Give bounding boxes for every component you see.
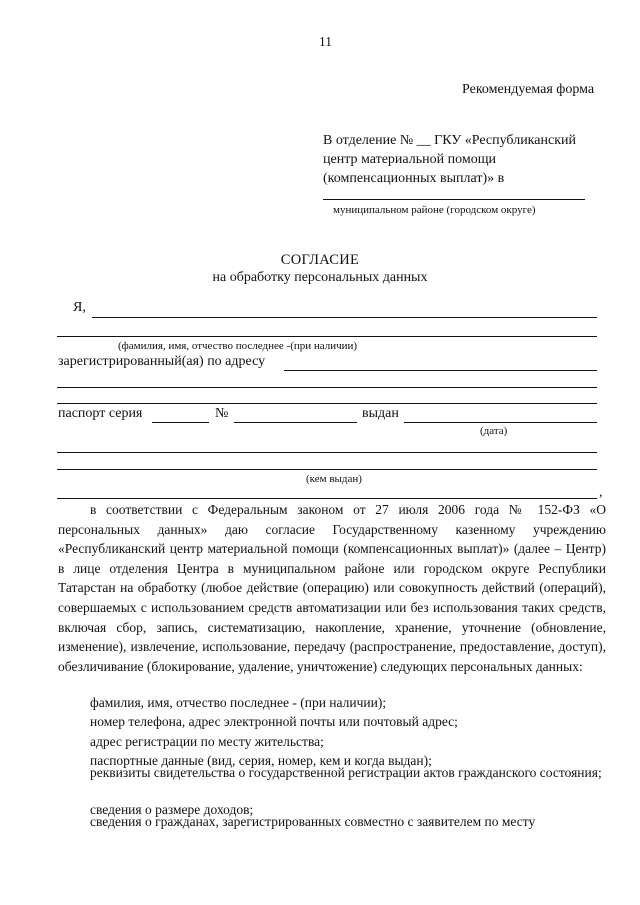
address-line-2[interactable] (57, 387, 597, 388)
list-item-civil-status (58, 763, 606, 783)
address-label: зарегистрированный(ая) по адресу (58, 354, 266, 369)
i-label: Я, (73, 300, 86, 315)
passport-series-label: паспорт серия (58, 406, 143, 421)
passport-series-line[interactable] (152, 422, 209, 423)
list-item: фамилия, имя, отчество последнее - (при наличии); (90, 695, 387, 710)
addressee-line-1: В отделение № __ ГКУ «Республиканский (323, 133, 576, 148)
document-subtitle: на обработку персональных данных (212, 270, 428, 285)
issued-by-line-3[interactable] (57, 498, 597, 499)
form-label: Рекомендуемая форма (462, 82, 595, 97)
addressee-line-3: (компенсационных выплат)» в (323, 171, 505, 186)
line-comma: , (599, 485, 603, 500)
date-note: (дата) (480, 425, 508, 437)
issued-by-line-2[interactable] (57, 469, 597, 470)
issued-date-line[interactable] (404, 422, 597, 423)
list-item: реквизиты свидетельства о государственной регистрации актов гражданского состояния; (90, 765, 602, 780)
list-item: адрес регистрации по месту жительства; (90, 734, 324, 749)
issued-by-note: (кем выдан) (306, 473, 362, 485)
page-number: 11 (319, 34, 332, 49)
passport-number-line[interactable] (234, 422, 357, 423)
document-title: СОГЛАСИЕ (280, 252, 360, 268)
fio-note: (фамилия, имя, отчество последнее -(при наличии) (118, 340, 358, 352)
address-input-line[interactable] (284, 370, 597, 371)
list-item: сведения о размере доходов; (90, 802, 254, 817)
list-item-cohabitants (58, 812, 606, 832)
fio-input-line[interactable] (92, 317, 597, 318)
addressee-line-2: центр материальной помощи (323, 152, 496, 167)
fio-second-line[interactable] (57, 336, 597, 337)
consent-text: в соответствии с Федеральным законом от 27 июля 2006 года № 152-ФЗ «О персональных данных» даю согласие Государственному казенному учреждению «Республиканский центр материальной помощи (компенсационных выплат)» (далее – Центр) в лице отделения Центра в муниципальном районе или городском округе Республики Татарстан на обработку (любое действие (операцию) или совокупность действий (операций), совершаемых с использованием средств автоматизации или без использования таких средств, включая сбор, запись, систематизацию, накопление, хранение, уточнение (обновление, изменение), извлечение, использование, передачу (распространение, предоставление, доступ), обезличивание (блокирование, удаление, уничтожение) следующих персональных данных: (58, 502, 606, 674)
list-item: сведения о гражданах, зарегистрированных совместно с заявителем по месту (90, 814, 536, 829)
consent-paragraph (58, 500, 606, 676)
list-item: номер телефона, адрес электронной почты или почтовый адрес; (90, 714, 458, 729)
issued-by-line-1[interactable] (57, 452, 597, 453)
address-line-3[interactable] (57, 403, 597, 404)
addressee-blank-line (323, 199, 585, 200)
issued-label: выдан (362, 406, 399, 421)
list-item: паспортные данные (вид, серия, номер, кем и когда выдан); (90, 753, 432, 768)
addressee-note: муниципальном районе (городском округе) (333, 204, 536, 216)
passport-number-label: № (215, 406, 229, 421)
